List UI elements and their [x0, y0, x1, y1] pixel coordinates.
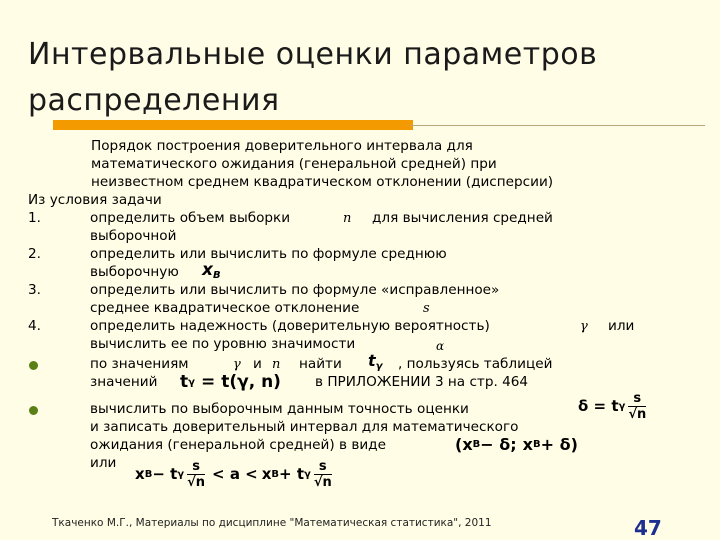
item-3-marker: 3.: [28, 282, 41, 298]
bullet-2-text-b: и записать доверительный интервал для математического: [90, 419, 519, 435]
item-2-text-a: определить или вычислить по формуле среднюю: [90, 246, 447, 262]
item-1-marker: 1.: [28, 210, 41, 226]
delta-formula: δ = t γ $\frac{s}{√n}$: [578, 391, 647, 422]
title-line-1: Интервальные оценки параметров: [28, 37, 598, 72]
s-symbol: s: [423, 301, 430, 316]
alpha-symbol: α: [436, 339, 445, 353]
inequality-formula: x B − t γ $\frac{s}{√n}$ < a < x B + t γ $\frac{s}{√n}$: [135, 459, 332, 490]
page-number: 47: [634, 516, 662, 540]
item-2-text-b: выборочную: [90, 264, 179, 280]
item-1-text-c: выборочной: [90, 228, 177, 244]
intro-line-1: Порядок построения доверительного интервала для: [91, 138, 473, 154]
item-3-text-a: определить или вычислить по формуле «исправленное»: [90, 282, 500, 298]
item-4-text-a: определить надежность (доверительную вероятность): [90, 318, 490, 334]
n-symbol: n: [343, 211, 352, 226]
item-4-text-c: вычислить ее по уровню значимости: [90, 336, 356, 352]
xB-symbol: $x_B$: [202, 260, 221, 281]
bullet-1-text-c: найти: [299, 356, 342, 372]
bullet-1-text-d: , пользуясь таблицей: [398, 356, 553, 372]
title-line-2: распределения: [28, 83, 280, 118]
item-1-text-b: для вычисления средней: [372, 210, 553, 226]
bullet-1-text-f: в ПРИЛОЖЕНИИ 3 на стр. 464: [315, 374, 529, 390]
item-1-text-a: определить объем выборки: [90, 210, 291, 226]
intro-line-2: математического ожидания (генеральной средней) при: [91, 156, 497, 172]
bullet-1-dot: [29, 361, 38, 370]
bullet-1-text-a: по значениям: [90, 356, 189, 372]
n-symbol-2: n: [272, 357, 281, 372]
bullet-1-text-e: значений: [90, 374, 158, 390]
item-4-marker: 4.: [28, 318, 41, 334]
t-gamma-symbol: $t_\gamma$: [368, 351, 383, 372]
footer-credit: Ткаченко М.Г., Материалы по дисциплине "Математическая статистика", 2011: [52, 517, 492, 529]
item-2-marker: 2.: [28, 246, 41, 262]
intro-line-3: неизвестном среднем квадратическом отклонении (дисперсии): [91, 174, 554, 190]
gamma-symbol: γ: [580, 319, 588, 334]
item-3-text-b: среднее квадратическое отклонение: [90, 300, 360, 316]
bullet-2-dot: [29, 406, 38, 415]
t-table-formula: t γ = t (γ, n): [180, 372, 281, 392]
bullet-2-text-d: или: [90, 455, 117, 471]
item-4-text-b: или: [608, 318, 635, 334]
bullet-2-text-a: вычислить по выборочным данным точность оценки: [90, 401, 469, 417]
condition-line: Из условия задачи: [28, 192, 162, 208]
bullet-2-text-c: ожидания (генеральной средней) в виде: [90, 437, 386, 453]
interval-formula: ( x B − δ; x B + δ ): [455, 435, 578, 454]
bullet-1-text-b: и: [253, 356, 262, 372]
gamma-symbol-2: γ: [233, 357, 241, 372]
